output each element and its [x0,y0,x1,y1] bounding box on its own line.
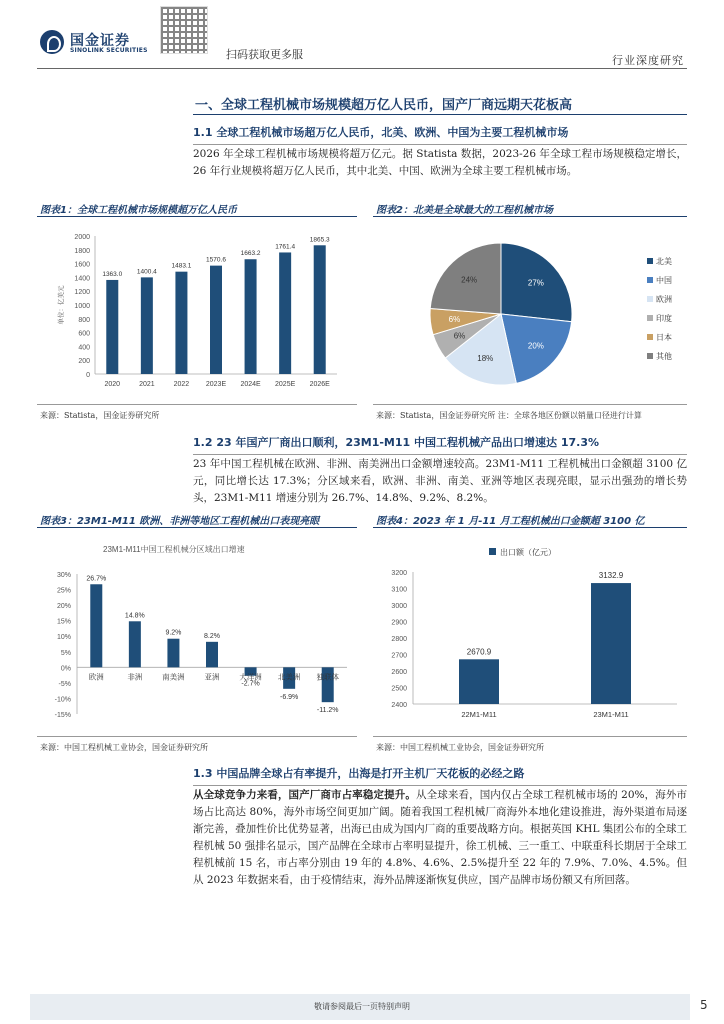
bar [129,621,141,667]
x-tick-label: 独联体 [316,672,339,682]
y-tick-label: 2900 [391,619,407,627]
data-label: 1761.4 [275,243,296,251]
slice-label: 27% [527,278,544,288]
y-tick-label: 10% [56,634,71,642]
y-tick-label: 400 [78,344,90,352]
data-label: 2670.9 [466,647,492,657]
legend-swatch [647,353,653,359]
legend-swatch [647,277,653,283]
y-tick-label: 1000 [74,303,90,310]
y-tick-label: 2000 [74,234,90,241]
bar [210,266,222,374]
sinolink-logo-icon [40,30,64,54]
legend-swatch [647,315,653,321]
legend-label: 中国 [656,276,672,285]
logo-en: SINOLINK SECURITIES [70,47,148,54]
y-tick-label: -10% [54,696,71,704]
y-tick-label: 3100 [391,586,407,594]
data-label: 1570.6 [206,256,226,264]
legend-label: 印度 [656,314,672,323]
legend-swatch [647,334,653,340]
y-tick-label: 2600 [391,669,407,676]
fig4-source: 来源：中国工程机械工业协会，国金证券研究所 [376,743,544,752]
data-label: 1663.2 [240,250,261,258]
x-tick-label: 亚洲 [204,672,220,682]
legend-label: 欧洲 [656,295,672,304]
fig1-source: 来源：Statista，国金证券研究所 [40,411,160,420]
y-tick-label: 2500 [391,685,407,693]
x-tick-label: 23M1-M11 [593,710,629,719]
y-tick-label: 1800 [74,247,90,255]
data-label: 1363.0 [102,270,123,278]
fig1-bottom-rule [37,404,357,405]
y-tick-label: 800 [78,316,90,324]
fig4-title: 图表4：2023 年 1 月-11 月工程机械出口金额超 3100 亿 [376,516,645,527]
fig1-rule [37,216,357,217]
y-tick-label: 1200 [74,289,90,297]
subsection-1-3-title: 1.3 中国品牌全球占有率提升，出海是打开主机厂天花板的必经之路 [193,765,687,786]
fig3-source: 来源：中国工程机械工业协会，国金证券研究所 [40,743,208,752]
fig3-title: 图表3：23M1-M11 欧洲、非洲等地区工程机械出口表现亮眼 [40,516,320,527]
y-tick-label: 0 [86,372,90,379]
legend-label: 日本 [656,333,672,342]
subsection-1-3-text [193,787,687,889]
subsection-1-1-text: 2026 年全球工程机械市场规模将超万亿元。据 Statista 数据，2023-26 年全球工程市场规模稳定增长，26 年行业规模将超万亿人民币，其中北美、中国、欧洲为全球主要工程机械市场。 [193,148,687,177]
legend-label: 其他 [656,352,672,361]
page-number: 5 [700,998,708,1012]
x-tick-label: 2026E [309,381,330,388]
y-tick-label: 2400 [391,702,407,709]
logo-cn: 国金证券 [70,33,130,49]
x-tick-label: 2021 [139,381,155,388]
y-tick-label: -15% [54,712,71,719]
x-tick-label: 2024E [240,381,261,388]
x-tick-label: 2022 [173,381,190,388]
legend-swatch [647,296,653,302]
fig2-bottom-rule [373,404,687,405]
fig2-source: 来源：Statista，国金证券研究所 注：全球各地区份额以销量口径进行计算 [376,411,642,420]
bar [141,277,153,374]
subsection-1-3-lead: 从全球竞争力来看，国产厂商市占率稳定提升。 [193,789,416,801]
fig3-chart [37,532,357,732]
data-label: -2.7% [241,680,260,688]
qr-caption: 扫码获取更多服 [226,48,303,61]
slice-label: 6% [448,315,461,325]
y-tick-label: 3200 [391,570,407,577]
fig2-title: 图表2：北美是全球最大的工程机械市场 [376,205,553,216]
data-label: 3132.9 [598,571,624,581]
y-tick-label: 2700 [391,652,407,660]
footer-disclaimer[interactable]: 敬请参阅最后一页特别声明 [314,1002,410,1011]
fig3-bottom-rule [37,736,357,737]
legend-label: 北美 [656,257,672,266]
slice-label: 24% [461,275,478,285]
x-tick-label: 2025E [275,381,296,388]
report-type: 行业深度研究 [612,54,684,67]
header-divider [37,68,687,69]
x-tick-label: 2020 [104,381,121,388]
y-axis-title: 单位：亿美元 [58,285,65,325]
data-label: 1865.3 [309,236,330,244]
y-tick-label: 5% [60,649,71,657]
x-tick-label: 2023E [205,381,227,388]
bar [459,659,499,704]
x-tick-label: 大洋洲 [239,672,262,682]
data-label: -6.9% [279,693,299,701]
y-tick-label: 3000 [391,603,407,610]
legend-label: 出口额（亿元） [500,548,556,557]
data-label: 1483.1 [171,262,192,270]
y-tick-label: -5% [58,680,71,688]
slice-label: 6% [453,331,466,341]
data-label: 8.2% [204,632,220,640]
fig2-rule [373,216,687,217]
subsection-1-3-body: 从全球来看，国内仅占全球工程机械市场的 20%，海外市场占比高达 80%，海外市场空间更加广阔。随着我国工程机械厂商海外本地化建设推进，海外渠道布局逐渐完善，叠加性价比优势显著，出海已由成为国内厂商的重要战略方向。根据英国 KHL 集团公布的全球工程机械 50 强排名显示，国产品牌在全球市占率明显提升，徐工机械、三一重工、中联重科长期居于全球工程机械前 15 名，市占率分别由 19 年的 4.8%、4.6%、2.5%提升至 22 年的 7.9%、7.0%、4.5%。但从 2023 年数据来看，由于疫情结束，海外品牌逐渐恢复供应，国产品牌市场份额又有所回落。 [193,789,687,886]
data-label: -11.2% [316,707,339,715]
bar [279,252,291,374]
data-label: 1400.4 [136,268,157,276]
subsection-1-2-title: 1.2 23 年国产厂商出口顺利，23M1-M11 中国工程机械产品出口增速达 17.3% [193,434,687,455]
fig1-title: 图表1：全球工程机械市场规模超万亿人民币 [40,205,237,216]
x-tick-label: 欧洲 [88,672,104,682]
bar [90,584,102,667]
page-header [0,0,724,68]
bar [591,583,631,704]
x-tick-label: 北美洲 [277,672,301,682]
y-tick-label: 30% [56,572,71,579]
y-tick-label: 25% [56,587,71,595]
x-tick-label: 22M1-M11 [461,710,497,719]
bar [106,280,118,374]
data-label: 14.8% [124,612,145,620]
y-tick-label: 0% [60,665,71,673]
bar [175,272,187,374]
fig4-chart [373,532,687,732]
x-tick-label: 南美洲 [162,672,185,682]
y-tick-label: 15% [56,618,71,626]
y-tick-label: 2800 [391,636,407,643]
section-heading: 一、全球工程机械市场规模超万亿人民币，国产厂商远期天花板高 [195,98,573,113]
legend-swatch [647,258,653,264]
data-label: 9.2% [165,629,182,637]
bar [206,642,218,668]
bar [314,245,326,374]
legend-swatch [489,548,496,555]
y-tick-label: 1600 [74,261,90,269]
subsection-1-2-text: 23 年中国工程机械在欧洲、非洲、南美洲出口金额增速较高。23M1-M11 工程机械出口金额超 3100 亿元，同比增长达 17.3%；分区域来看，欧洲、非洲、南美、亚洲等地区表现亮眼，显示出强劲的增长势头，23M1-M11 增速分别为 26.7%、14.8%、9.2%、8.2%。 [193,458,687,504]
fig2-chart [373,222,687,400]
data-label: 26.7% [86,575,107,583]
y-tick-label: 600 [78,330,90,338]
bar [245,259,257,374]
fig4-rule [373,527,687,528]
chart-title: 23M1-M11中国工程机械分区域出口增速 [103,545,245,554]
qr-code-icon[interactable] [160,6,208,54]
bar [167,639,179,668]
y-tick-label: 20% [56,603,71,611]
fig3-rule [37,527,357,528]
slice-label: 20% [527,341,544,351]
y-tick-label: 200 [78,358,90,366]
x-tick-label: 非洲 [127,672,143,682]
slice-label: 18% [477,354,494,364]
subsection-1-1-title: 1.1 全球工程机械市场超万亿人民币，北美、欧洲、中国为主要工程机械市场 [193,124,687,145]
fig4-bottom-rule [373,736,687,737]
section-divider [193,114,687,115]
y-tick-label: 1400 [74,275,90,283]
fig1-chart [37,222,357,400]
